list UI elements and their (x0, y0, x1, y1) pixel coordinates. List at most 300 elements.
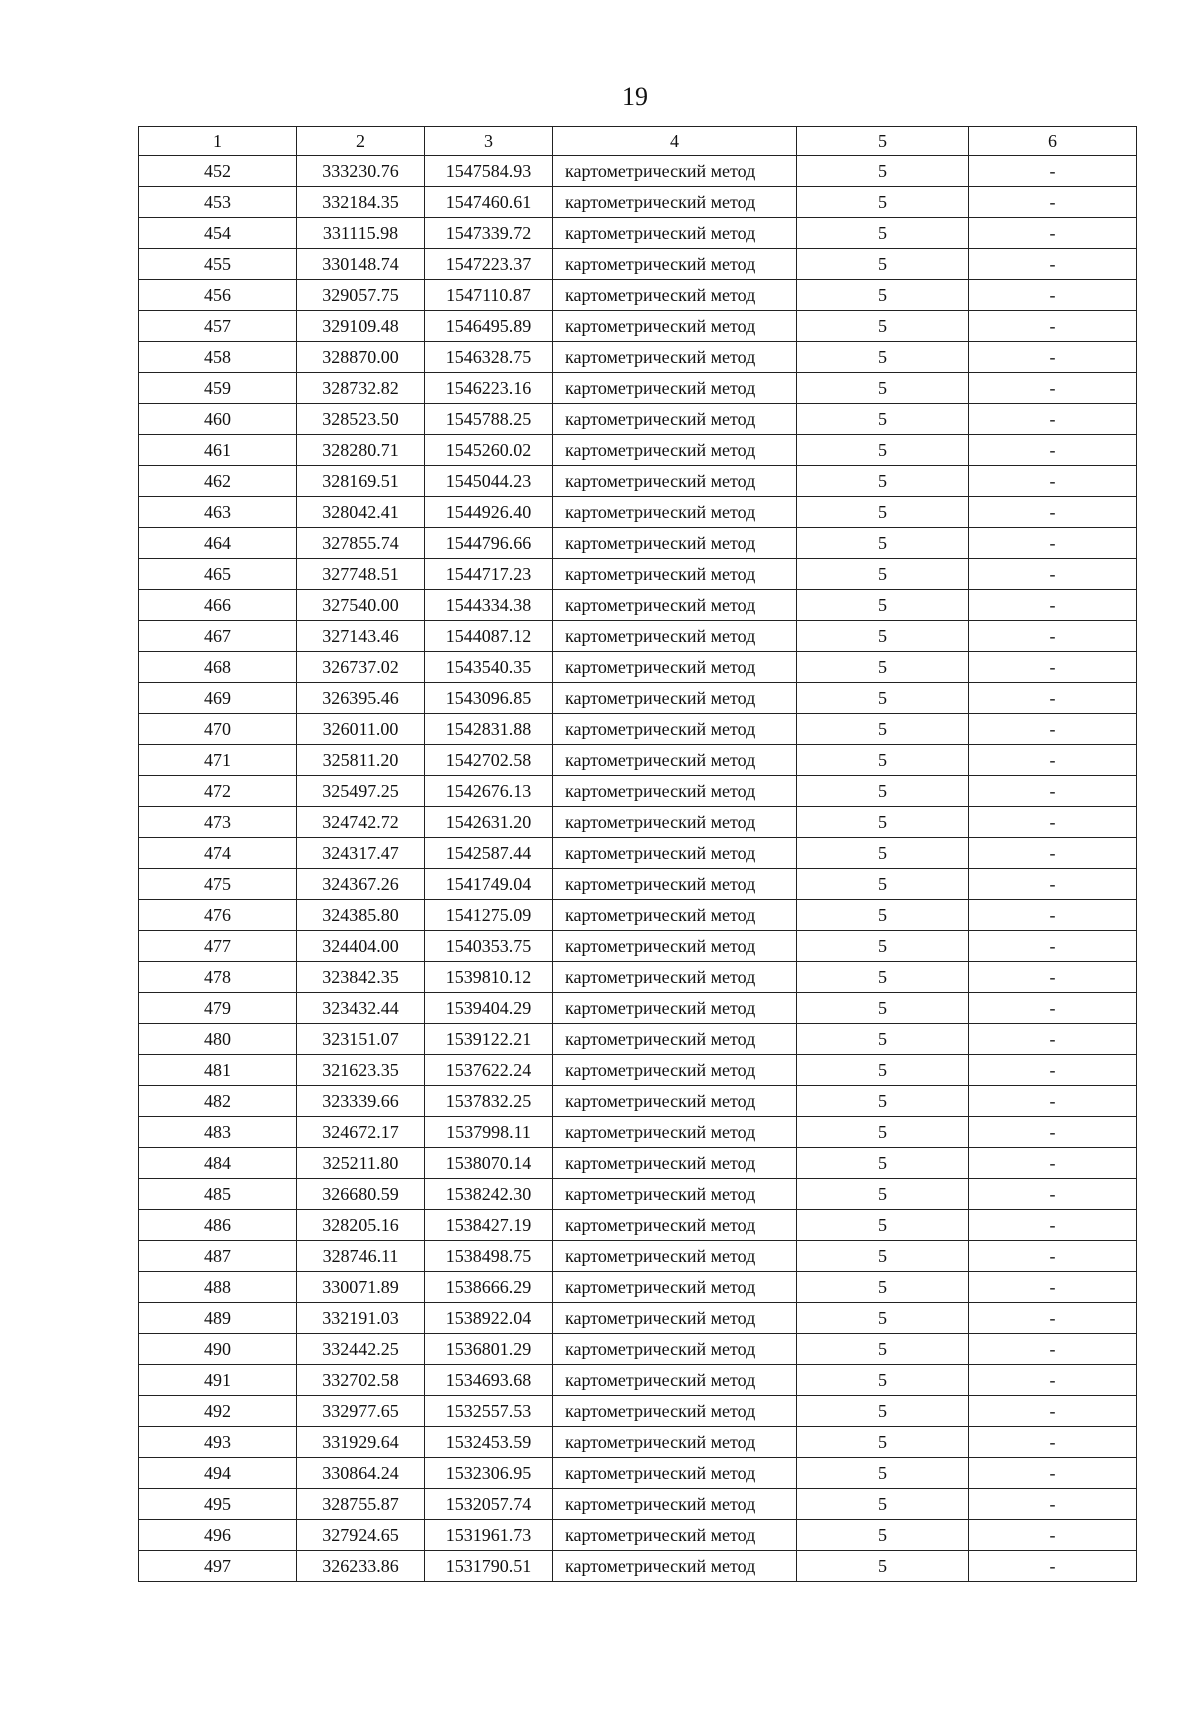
y-coordinate-cell: 1532306.95 (425, 1458, 553, 1489)
x-coordinate-cell: 329057.75 (297, 280, 425, 311)
table-row (139, 497, 1137, 528)
note-cell: - (969, 1241, 1137, 1272)
x-coordinate-cell: 321623.35 (297, 1055, 425, 1086)
y-coordinate-cell: 1537998.11 (425, 1117, 553, 1148)
point-number-cell: 496 (139, 1520, 297, 1551)
column-header: 4 (553, 127, 797, 156)
y-coordinate-cell: 1546495.89 (425, 311, 553, 342)
point-number-cell: 491 (139, 1365, 297, 1396)
x-coordinate-cell: 332977.65 (297, 1396, 425, 1427)
y-coordinate-cell: 1545044.23 (425, 466, 553, 497)
x-coordinate-cell: 325811.20 (297, 745, 425, 776)
y-coordinate-cell: 1532057.74 (425, 1489, 553, 1520)
x-coordinate-cell: 330148.74 (297, 249, 425, 280)
x-coordinate-cell: 324385.80 (297, 900, 425, 931)
y-coordinate-cell: 1542831.88 (425, 714, 553, 745)
point-number-cell: 465 (139, 559, 297, 590)
x-coordinate-cell: 328042.41 (297, 497, 425, 528)
x-coordinate-cell: 329109.48 (297, 311, 425, 342)
note-cell: - (969, 187, 1137, 218)
accuracy-cell: 5 (797, 466, 969, 497)
method-cell: картометрический метод (553, 962, 797, 993)
y-coordinate-cell: 1544087.12 (425, 621, 553, 652)
note-cell: - (969, 1179, 1137, 1210)
x-coordinate-cell: 325497.25 (297, 776, 425, 807)
x-coordinate-cell: 332191.03 (297, 1303, 425, 1334)
x-coordinate-cell: 328169.51 (297, 466, 425, 497)
point-number-cell: 483 (139, 1117, 297, 1148)
accuracy-cell: 5 (797, 1303, 969, 1334)
x-coordinate-cell: 324317.47 (297, 838, 425, 869)
accuracy-cell: 5 (797, 1458, 969, 1489)
note-cell: - (969, 342, 1137, 373)
accuracy-cell: 5 (797, 342, 969, 373)
table-row (139, 1179, 1137, 1210)
table-row (139, 218, 1137, 249)
y-coordinate-cell: 1532557.53 (425, 1396, 553, 1427)
y-coordinate-cell: 1543096.85 (425, 683, 553, 714)
y-coordinate-cell: 1537832.25 (425, 1086, 553, 1117)
accuracy-cell: 5 (797, 1055, 969, 1086)
y-coordinate-cell: 1537622.24 (425, 1055, 553, 1086)
point-number-cell: 464 (139, 528, 297, 559)
table-row (139, 776, 1137, 807)
table-header-row (139, 127, 1137, 156)
accuracy-cell: 5 (797, 249, 969, 280)
point-number-cell: 469 (139, 683, 297, 714)
x-coordinate-cell: 327855.74 (297, 528, 425, 559)
accuracy-cell: 5 (797, 497, 969, 528)
point-number-cell: 474 (139, 838, 297, 869)
x-coordinate-cell: 328523.50 (297, 404, 425, 435)
y-coordinate-cell: 1544717.23 (425, 559, 553, 590)
table-row (139, 1148, 1137, 1179)
x-coordinate-cell: 330071.89 (297, 1272, 425, 1303)
method-cell: картометрический метод (553, 590, 797, 621)
table-row (139, 1086, 1137, 1117)
x-coordinate-cell: 324672.17 (297, 1117, 425, 1148)
table-row (139, 900, 1137, 931)
note-cell: - (969, 900, 1137, 931)
method-cell: картометрический метод (553, 838, 797, 869)
note-cell: - (969, 1396, 1137, 1427)
method-cell: картометрический метод (553, 497, 797, 528)
note-cell: - (969, 1117, 1137, 1148)
table-row (139, 1489, 1137, 1520)
point-number-cell: 486 (139, 1210, 297, 1241)
point-number-cell: 493 (139, 1427, 297, 1458)
column-header: 6 (969, 127, 1137, 156)
column-header: 2 (297, 127, 425, 156)
table-row (139, 683, 1137, 714)
note-cell: - (969, 1551, 1137, 1582)
table-row (139, 1210, 1137, 1241)
x-coordinate-cell: 323151.07 (297, 1024, 425, 1055)
table-row (139, 1272, 1137, 1303)
method-cell: картометрический метод (553, 1334, 797, 1365)
accuracy-cell: 5 (797, 621, 969, 652)
note-cell: - (969, 931, 1137, 962)
column-header: 1 (139, 127, 297, 156)
note-cell: - (969, 1489, 1137, 1520)
x-coordinate-cell: 323339.66 (297, 1086, 425, 1117)
note-cell: - (969, 528, 1137, 559)
accuracy-cell: 5 (797, 1024, 969, 1055)
accuracy-cell: 5 (797, 559, 969, 590)
accuracy-cell: 5 (797, 218, 969, 249)
accuracy-cell: 5 (797, 590, 969, 621)
method-cell: картометрический метод (553, 807, 797, 838)
y-coordinate-cell: 1547223.37 (425, 249, 553, 280)
method-cell: картометрический метод (553, 1148, 797, 1179)
method-cell: картометрический метод (553, 869, 797, 900)
x-coordinate-cell: 328755.87 (297, 1489, 425, 1520)
accuracy-cell: 5 (797, 280, 969, 311)
x-coordinate-cell: 326737.02 (297, 652, 425, 683)
x-coordinate-cell: 326233.86 (297, 1551, 425, 1582)
note-cell: - (969, 683, 1137, 714)
point-number-cell: 479 (139, 993, 297, 1024)
note-cell: - (969, 807, 1137, 838)
method-cell: картометрический метод (553, 1024, 797, 1055)
table-row (139, 280, 1137, 311)
note-cell: - (969, 1458, 1137, 1489)
x-coordinate-cell: 327143.46 (297, 621, 425, 652)
point-number-cell: 478 (139, 962, 297, 993)
point-number-cell: 455 (139, 249, 297, 280)
note-cell: - (969, 280, 1137, 311)
accuracy-cell: 5 (797, 1148, 969, 1179)
table-row (139, 249, 1137, 280)
y-coordinate-cell: 1542702.58 (425, 745, 553, 776)
method-cell: картометрический метод (553, 900, 797, 931)
accuracy-cell: 5 (797, 1179, 969, 1210)
table-row (139, 869, 1137, 900)
y-coordinate-cell: 1539810.12 (425, 962, 553, 993)
point-number-cell: 453 (139, 187, 297, 218)
method-cell: картометрический метод (553, 683, 797, 714)
method-cell: картометрический метод (553, 1489, 797, 1520)
point-number-cell: 461 (139, 435, 297, 466)
table-row (139, 1055, 1137, 1086)
accuracy-cell: 5 (797, 1396, 969, 1427)
x-coordinate-cell: 324404.00 (297, 931, 425, 962)
method-cell: картометрический метод (553, 528, 797, 559)
accuracy-cell: 5 (797, 1272, 969, 1303)
column-header: 3 (425, 127, 553, 156)
x-coordinate-cell: 327540.00 (297, 590, 425, 621)
table-row (139, 621, 1137, 652)
accuracy-cell: 5 (797, 931, 969, 962)
table-row (139, 993, 1137, 1024)
x-coordinate-cell: 323842.35 (297, 962, 425, 993)
accuracy-cell: 5 (797, 962, 969, 993)
accuracy-cell: 5 (797, 714, 969, 745)
accuracy-cell: 5 (797, 745, 969, 776)
accuracy-cell: 5 (797, 1489, 969, 1520)
method-cell: картометрический метод (553, 373, 797, 404)
coordinates-table (138, 126, 1137, 1582)
table-row (139, 590, 1137, 621)
x-coordinate-cell: 328732.82 (297, 373, 425, 404)
table-row (139, 156, 1137, 187)
y-coordinate-cell: 1542587.44 (425, 838, 553, 869)
x-coordinate-cell: 332702.58 (297, 1365, 425, 1396)
y-coordinate-cell: 1540353.75 (425, 931, 553, 962)
accuracy-cell: 5 (797, 1365, 969, 1396)
point-number-cell: 497 (139, 1551, 297, 1582)
point-number-cell: 476 (139, 900, 297, 931)
accuracy-cell: 5 (797, 373, 969, 404)
accuracy-cell: 5 (797, 1086, 969, 1117)
note-cell: - (969, 218, 1137, 249)
table-row (139, 528, 1137, 559)
note-cell: - (969, 621, 1137, 652)
accuracy-cell: 5 (797, 1117, 969, 1148)
note-cell: - (969, 1272, 1137, 1303)
table-row (139, 404, 1137, 435)
accuracy-cell: 5 (797, 776, 969, 807)
note-cell: - (969, 776, 1137, 807)
y-coordinate-cell: 1546223.16 (425, 373, 553, 404)
table-row (139, 745, 1137, 776)
table-row (139, 1365, 1137, 1396)
accuracy-cell: 5 (797, 993, 969, 1024)
accuracy-cell: 5 (797, 187, 969, 218)
note-cell: - (969, 466, 1137, 497)
note-cell: - (969, 1024, 1137, 1055)
x-coordinate-cell: 330864.24 (297, 1458, 425, 1489)
accuracy-cell: 5 (797, 900, 969, 931)
y-coordinate-cell: 1538070.14 (425, 1148, 553, 1179)
method-cell: картометрический метод (553, 652, 797, 683)
note-cell: - (969, 590, 1137, 621)
point-number-cell: 482 (139, 1086, 297, 1117)
page-number: 19 (622, 82, 648, 111)
method-cell: картометрический метод (553, 218, 797, 249)
y-coordinate-cell: 1531961.73 (425, 1520, 553, 1551)
note-cell: - (969, 652, 1137, 683)
point-number-cell: 463 (139, 497, 297, 528)
x-coordinate-cell: 326680.59 (297, 1179, 425, 1210)
x-coordinate-cell: 326395.46 (297, 683, 425, 714)
method-cell: картометрический метод (553, 466, 797, 497)
table-row (139, 373, 1137, 404)
y-coordinate-cell: 1545260.02 (425, 435, 553, 466)
x-coordinate-cell: 327748.51 (297, 559, 425, 590)
table-row (139, 838, 1137, 869)
table-row (139, 1024, 1137, 1055)
note-cell: - (969, 1148, 1137, 1179)
method-cell: картометрический метод (553, 1117, 797, 1148)
note-cell: - (969, 993, 1137, 1024)
point-number-cell: 475 (139, 869, 297, 900)
method-cell: картометрический метод (553, 776, 797, 807)
x-coordinate-cell: 327924.65 (297, 1520, 425, 1551)
point-number-cell: 454 (139, 218, 297, 249)
table-row (139, 1427, 1137, 1458)
note-cell: - (969, 745, 1137, 776)
y-coordinate-cell: 1536801.29 (425, 1334, 553, 1365)
x-coordinate-cell: 331115.98 (297, 218, 425, 249)
method-cell: картометрический метод (553, 745, 797, 776)
y-coordinate-cell: 1541275.09 (425, 900, 553, 931)
table-row (139, 1117, 1137, 1148)
x-coordinate-cell: 328870.00 (297, 342, 425, 373)
accuracy-cell: 5 (797, 807, 969, 838)
point-number-cell: 458 (139, 342, 297, 373)
table-row (139, 931, 1137, 962)
table-row (139, 1551, 1137, 1582)
note-cell: - (969, 497, 1137, 528)
accuracy-cell: 5 (797, 683, 969, 714)
method-cell: картометрический метод (553, 1086, 797, 1117)
table-row (139, 714, 1137, 745)
y-coordinate-cell: 1547460.61 (425, 187, 553, 218)
method-cell: картометрический метод (553, 311, 797, 342)
note-cell: - (969, 156, 1137, 187)
y-coordinate-cell: 1542631.20 (425, 807, 553, 838)
method-cell: картометрический метод (553, 435, 797, 466)
note-cell: - (969, 1334, 1137, 1365)
y-coordinate-cell: 1531790.51 (425, 1551, 553, 1582)
accuracy-cell: 5 (797, 1427, 969, 1458)
method-cell: картометрический метод (553, 1458, 797, 1489)
note-cell: - (969, 1210, 1137, 1241)
y-coordinate-cell: 1539122.21 (425, 1024, 553, 1055)
table-row (139, 342, 1137, 373)
y-coordinate-cell: 1538666.29 (425, 1272, 553, 1303)
x-coordinate-cell: 332184.35 (297, 187, 425, 218)
method-cell: картометрический метод (553, 1241, 797, 1272)
point-number-cell: 470 (139, 714, 297, 745)
accuracy-cell: 5 (797, 311, 969, 342)
table-row (139, 559, 1137, 590)
method-cell: картометрический метод (553, 1179, 797, 1210)
method-cell: картометрический метод (553, 931, 797, 962)
method-cell: картометрический метод (553, 404, 797, 435)
method-cell: картометрический метод (553, 1520, 797, 1551)
point-number-cell: 452 (139, 156, 297, 187)
method-cell: картометрический метод (553, 1272, 797, 1303)
y-coordinate-cell: 1538498.75 (425, 1241, 553, 1272)
point-number-cell: 456 (139, 280, 297, 311)
accuracy-cell: 5 (797, 156, 969, 187)
x-coordinate-cell: 323432.44 (297, 993, 425, 1024)
note-cell: - (969, 714, 1137, 745)
point-number-cell: 492 (139, 1396, 297, 1427)
table-row (139, 1520, 1137, 1551)
table-row (139, 807, 1137, 838)
y-coordinate-cell: 1544926.40 (425, 497, 553, 528)
point-number-cell: 480 (139, 1024, 297, 1055)
table-row (139, 1458, 1137, 1489)
table-row (139, 1241, 1137, 1272)
note-cell: - (969, 838, 1137, 869)
note-cell: - (969, 404, 1137, 435)
x-coordinate-cell: 331929.64 (297, 1427, 425, 1458)
y-coordinate-cell: 1546328.75 (425, 342, 553, 373)
note-cell: - (969, 1086, 1137, 1117)
x-coordinate-cell: 328280.71 (297, 435, 425, 466)
method-cell: картометрический метод (553, 621, 797, 652)
method-cell: картометрический метод (553, 1365, 797, 1396)
method-cell: картометрический метод (553, 280, 797, 311)
table-row (139, 652, 1137, 683)
x-coordinate-cell: 324742.72 (297, 807, 425, 838)
x-coordinate-cell: 324367.26 (297, 869, 425, 900)
accuracy-cell: 5 (797, 652, 969, 683)
method-cell: картометрический метод (553, 1210, 797, 1241)
accuracy-cell: 5 (797, 404, 969, 435)
point-number-cell: 473 (139, 807, 297, 838)
x-coordinate-cell: 325211.80 (297, 1148, 425, 1179)
point-number-cell: 485 (139, 1179, 297, 1210)
point-number-cell: 494 (139, 1458, 297, 1489)
method-cell: картометрический метод (553, 1303, 797, 1334)
accuracy-cell: 5 (797, 1210, 969, 1241)
table-row (139, 1303, 1137, 1334)
accuracy-cell: 5 (797, 1334, 969, 1365)
table-row (139, 187, 1137, 218)
note-cell: - (969, 435, 1137, 466)
y-coordinate-cell: 1538427.19 (425, 1210, 553, 1241)
table-row (139, 962, 1137, 993)
y-coordinate-cell: 1534693.68 (425, 1365, 553, 1396)
y-coordinate-cell: 1544334.38 (425, 590, 553, 621)
method-cell: картометрический метод (553, 1396, 797, 1427)
note-cell: - (969, 962, 1137, 993)
y-coordinate-cell: 1532453.59 (425, 1427, 553, 1458)
y-coordinate-cell: 1541749.04 (425, 869, 553, 900)
accuracy-cell: 5 (797, 838, 969, 869)
y-coordinate-cell: 1547339.72 (425, 218, 553, 249)
method-cell: картометрический метод (553, 993, 797, 1024)
note-cell: - (969, 249, 1137, 280)
accuracy-cell: 5 (797, 1551, 969, 1582)
method-cell: картометрический метод (553, 1055, 797, 1086)
column-header: 5 (797, 127, 969, 156)
y-coordinate-cell: 1538922.04 (425, 1303, 553, 1334)
table-row (139, 1396, 1137, 1427)
y-coordinate-cell: 1547584.93 (425, 156, 553, 187)
table-row (139, 311, 1137, 342)
point-number-cell: 490 (139, 1334, 297, 1365)
point-number-cell: 484 (139, 1148, 297, 1179)
note-cell: - (969, 1303, 1137, 1334)
x-coordinate-cell: 328746.11 (297, 1241, 425, 1272)
point-number-cell: 481 (139, 1055, 297, 1086)
y-coordinate-cell: 1545788.25 (425, 404, 553, 435)
point-number-cell: 472 (139, 776, 297, 807)
method-cell: картометрический метод (553, 1551, 797, 1582)
point-number-cell: 495 (139, 1489, 297, 1520)
point-number-cell: 468 (139, 652, 297, 683)
y-coordinate-cell: 1547110.87 (425, 280, 553, 311)
note-cell: - (969, 311, 1137, 342)
accuracy-cell: 5 (797, 435, 969, 466)
x-coordinate-cell: 332442.25 (297, 1334, 425, 1365)
point-number-cell: 460 (139, 404, 297, 435)
point-number-cell: 466 (139, 590, 297, 621)
point-number-cell: 489 (139, 1303, 297, 1334)
point-number-cell: 487 (139, 1241, 297, 1272)
table-row (139, 435, 1137, 466)
y-coordinate-cell: 1543540.35 (425, 652, 553, 683)
method-cell: картометрический метод (553, 156, 797, 187)
table-row (139, 1334, 1137, 1365)
point-number-cell: 462 (139, 466, 297, 497)
